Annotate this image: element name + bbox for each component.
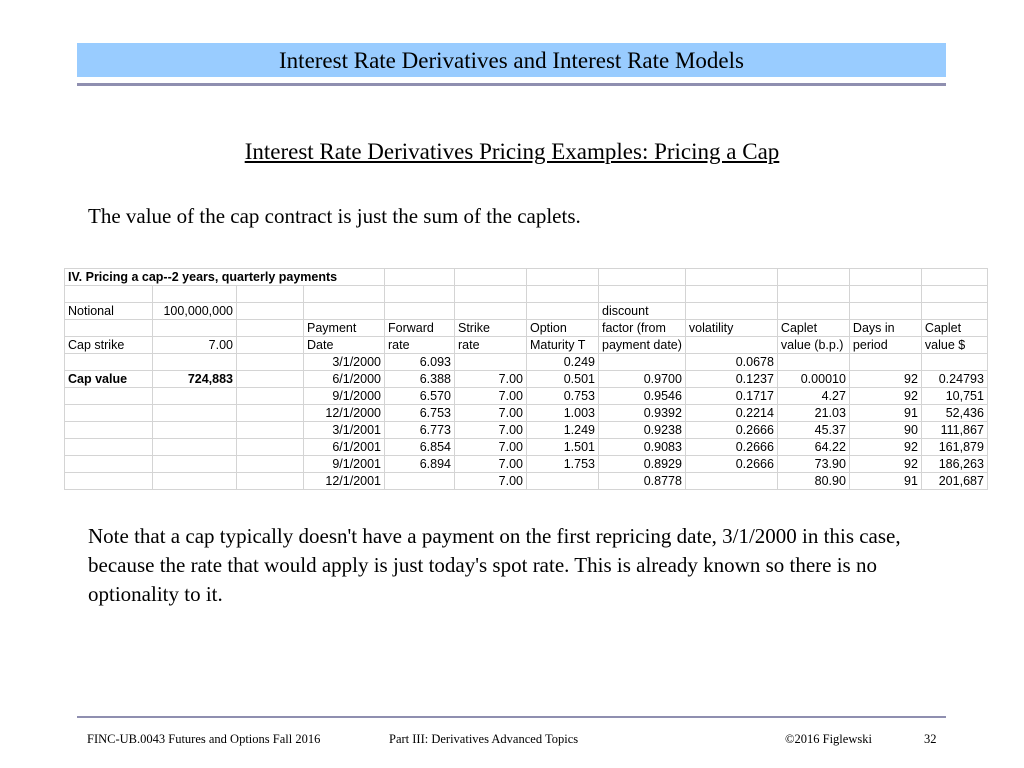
- data-cell: 12/1/2001: [304, 473, 385, 490]
- sheet-cell: [527, 286, 599, 303]
- column-header: [685, 303, 777, 320]
- data-cell: [777, 354, 849, 371]
- sheet-cell: [685, 286, 777, 303]
- sheet-row: [65, 337, 988, 354]
- sheet-row: [65, 371, 988, 388]
- data-cell: 0.249: [527, 354, 599, 371]
- data-cell: 4.27: [777, 388, 849, 405]
- column-header: Option: [527, 320, 599, 337]
- data-cell: 0.2666: [685, 456, 777, 473]
- data-cell: 92: [849, 371, 921, 388]
- data-cell: [849, 354, 921, 371]
- column-header: factor (from: [599, 320, 686, 337]
- sheet-cell: [237, 286, 304, 303]
- data-cell: [385, 473, 455, 490]
- sheet-cell: [921, 269, 987, 286]
- data-cell: [599, 354, 686, 371]
- data-cell: 12/1/2000: [304, 405, 385, 422]
- sheet-cell: [455, 286, 527, 303]
- sheet-cell: [153, 405, 237, 422]
- data-cell: 91: [849, 473, 921, 490]
- data-cell: 0.8778: [599, 473, 686, 490]
- data-cell: 0.9546: [599, 388, 686, 405]
- sheet-cell: [455, 269, 527, 286]
- sheet-cell: [65, 320, 153, 337]
- data-cell: 0.0678: [685, 354, 777, 371]
- sheet-row: [65, 473, 988, 490]
- sheet-row: [65, 405, 988, 422]
- data-cell: [527, 473, 599, 490]
- notional-value: 100,000,000: [153, 303, 237, 320]
- data-cell: 1.003: [527, 405, 599, 422]
- sheet-cell: [237, 354, 304, 371]
- column-header: Maturity T: [527, 337, 599, 354]
- data-cell: 3/1/2000: [304, 354, 385, 371]
- sheet-cell: [777, 269, 849, 286]
- column-header: value $: [921, 337, 987, 354]
- data-cell: 0.2214: [685, 405, 777, 422]
- data-cell: [455, 354, 527, 371]
- data-cell: 0.8929: [599, 456, 686, 473]
- column-header: rate: [455, 337, 527, 354]
- column-header: payment date): [599, 337, 686, 354]
- sheet-row: [65, 269, 988, 286]
- cap-pricing-spreadsheet: [64, 268, 988, 490]
- sheet-cell: [849, 269, 921, 286]
- data-cell: 92: [849, 439, 921, 456]
- data-cell: 80.90: [777, 473, 849, 490]
- data-cell: 0.00010: [777, 371, 849, 388]
- data-cell: 7.00: [455, 439, 527, 456]
- sheet-cell: [237, 439, 304, 456]
- cap-strike-label: Cap strike: [65, 337, 153, 354]
- sheet-cell: [921, 286, 987, 303]
- note-text: Note that a cap typically doesn't have a payment on the first repricing date, 3/1/2000 in this case, because the rate that would apply is just today's spot rate. This is already known so there is no optionality to it.: [88, 524, 901, 606]
- sheet-cell: [237, 303, 304, 320]
- data-cell: 6.773: [385, 422, 455, 439]
- sheet-cell: [599, 269, 686, 286]
- notional-label: Notional: [65, 303, 153, 320]
- column-header: [527, 303, 599, 320]
- slide-title: Interest Rate Derivatives and Interest Rate Models: [279, 48, 744, 73]
- data-cell: 0.9392: [599, 405, 686, 422]
- data-cell: 0.1237: [685, 371, 777, 388]
- column-header: [777, 303, 849, 320]
- sheet-cell: [237, 405, 304, 422]
- data-cell: [921, 354, 987, 371]
- intro-text: The value of the cap contract is just the sum of the caplets.: [88, 204, 581, 228]
- slide-subtitle: Interest Rate Derivatives Pricing Examples: Pricing a Cap: [244, 139, 780, 164]
- sheet-row: [65, 422, 988, 439]
- column-header: [385, 303, 455, 320]
- cap-value-label: Cap value: [65, 371, 153, 388]
- data-cell: 7.00: [455, 422, 527, 439]
- data-cell: 7.00: [455, 456, 527, 473]
- sheet-title: IV. Pricing a cap--2 years, quarterly payments: [65, 269, 385, 286]
- data-cell: [685, 473, 777, 490]
- data-cell: 0.9238: [599, 422, 686, 439]
- data-cell: 6.894: [385, 456, 455, 473]
- data-cell: 1.753: [527, 456, 599, 473]
- data-cell: 6.854: [385, 439, 455, 456]
- data-cell: 45.37: [777, 422, 849, 439]
- column-header: [685, 337, 777, 354]
- data-cell: 64.22: [777, 439, 849, 456]
- sheet-row: [65, 303, 988, 320]
- column-header: Forward: [385, 320, 455, 337]
- data-cell: 1.249: [527, 422, 599, 439]
- sheet-cell: [65, 354, 153, 371]
- sheet-cell: [237, 388, 304, 405]
- column-header: Caplet: [921, 320, 987, 337]
- sheet-cell: [237, 337, 304, 354]
- column-header: Payment: [304, 320, 385, 337]
- sheet-cell: [65, 405, 153, 422]
- data-cell: 1.501: [527, 439, 599, 456]
- data-cell: 21.03: [777, 405, 849, 422]
- sheet-cell: [237, 320, 304, 337]
- sheet-cell: [385, 269, 455, 286]
- sheet-cell: [153, 473, 237, 490]
- column-header: [455, 303, 527, 320]
- slide-title-bar: [77, 43, 946, 77]
- data-cell: 6/1/2000: [304, 371, 385, 388]
- sheet-cell: [599, 286, 686, 303]
- sheet-row: [65, 320, 988, 337]
- sheet-cell: [65, 388, 153, 405]
- data-cell: 6.388: [385, 371, 455, 388]
- column-header: discount: [599, 303, 686, 320]
- data-cell: 0.501: [527, 371, 599, 388]
- sheet-cell: [385, 286, 455, 303]
- sheet-cell: [527, 269, 599, 286]
- sheet-cell: [153, 439, 237, 456]
- data-cell: 161,879: [921, 439, 987, 456]
- sheet-row: [65, 456, 988, 473]
- cap-value-value: 724,883: [153, 371, 237, 388]
- footer-page-number: 32: [924, 732, 937, 746]
- column-header: rate: [385, 337, 455, 354]
- sheet-cell: [153, 388, 237, 405]
- column-header: period: [849, 337, 921, 354]
- sheet-cell: [153, 456, 237, 473]
- sheet-cell: [849, 286, 921, 303]
- data-cell: 0.9083: [599, 439, 686, 456]
- sheet-cell: [65, 473, 153, 490]
- footer-course: FINC-UB.0043 Futures and Options Fall 2016: [87, 732, 321, 746]
- sheet-cell: [304, 286, 385, 303]
- data-cell: 6.570: [385, 388, 455, 405]
- data-cell: 3/1/2001: [304, 422, 385, 439]
- sheet-row: [65, 439, 988, 456]
- data-cell: 92: [849, 388, 921, 405]
- header-divider: [77, 83, 946, 86]
- column-header: [304, 303, 385, 320]
- data-cell: 0.2666: [685, 422, 777, 439]
- data-cell: 0.9700: [599, 371, 686, 388]
- data-cell: 92: [849, 456, 921, 473]
- data-cell: 9/1/2001: [304, 456, 385, 473]
- footer-part: Part III: Derivatives Advanced Topics: [389, 732, 579, 746]
- data-cell: 111,867: [921, 422, 987, 439]
- sheet-row: [65, 286, 988, 303]
- sheet-cell: [153, 286, 237, 303]
- data-cell: 0.24793: [921, 371, 987, 388]
- column-header: Days in: [849, 320, 921, 337]
- column-header: Strike: [455, 320, 527, 337]
- column-header: Caplet: [777, 320, 849, 337]
- sheet-cell: [237, 371, 304, 388]
- sheet-cell: [237, 422, 304, 439]
- sheet-cell: [685, 269, 777, 286]
- data-cell: 186,263: [921, 456, 987, 473]
- data-cell: 0.753: [527, 388, 599, 405]
- data-cell: 9/1/2000: [304, 388, 385, 405]
- sheet-row: [65, 354, 988, 371]
- sheet-cell: [237, 473, 304, 490]
- data-cell: 10,751: [921, 388, 987, 405]
- sheet-cell: [65, 422, 153, 439]
- column-header: [849, 303, 921, 320]
- sheet-row: [65, 388, 988, 405]
- column-header: Date: [304, 337, 385, 354]
- data-cell: 0.1717: [685, 388, 777, 405]
- data-cell: 91: [849, 405, 921, 422]
- data-cell: 6.093: [385, 354, 455, 371]
- sheet-cell: [65, 286, 153, 303]
- footer-divider: [77, 716, 946, 718]
- footer-copyright: ©2016 Figlewski: [785, 732, 872, 746]
- column-header: value (b.p.): [777, 337, 849, 354]
- data-cell: 52,436: [921, 405, 987, 422]
- sheet-cell: [153, 354, 237, 371]
- sheet-cell: [153, 422, 237, 439]
- sheet-cell: [65, 456, 153, 473]
- sheet-cell: [777, 286, 849, 303]
- data-cell: 7.00: [455, 473, 527, 490]
- data-cell: 7.00: [455, 405, 527, 422]
- column-header: volatility: [685, 320, 777, 337]
- sheet-cell: [153, 320, 237, 337]
- data-cell: 6.753: [385, 405, 455, 422]
- sheet-cell: [65, 439, 153, 456]
- data-cell: 7.00: [455, 388, 527, 405]
- sheet-cell: [237, 456, 304, 473]
- data-cell: 6/1/2001: [304, 439, 385, 456]
- data-cell: 0.2666: [685, 439, 777, 456]
- data-cell: 201,687: [921, 473, 987, 490]
- cap-strike-value: 7.00: [153, 337, 237, 354]
- data-cell: 90: [849, 422, 921, 439]
- data-cell: 7.00: [455, 371, 527, 388]
- data-cell: 73.90: [777, 456, 849, 473]
- column-header: [921, 303, 987, 320]
